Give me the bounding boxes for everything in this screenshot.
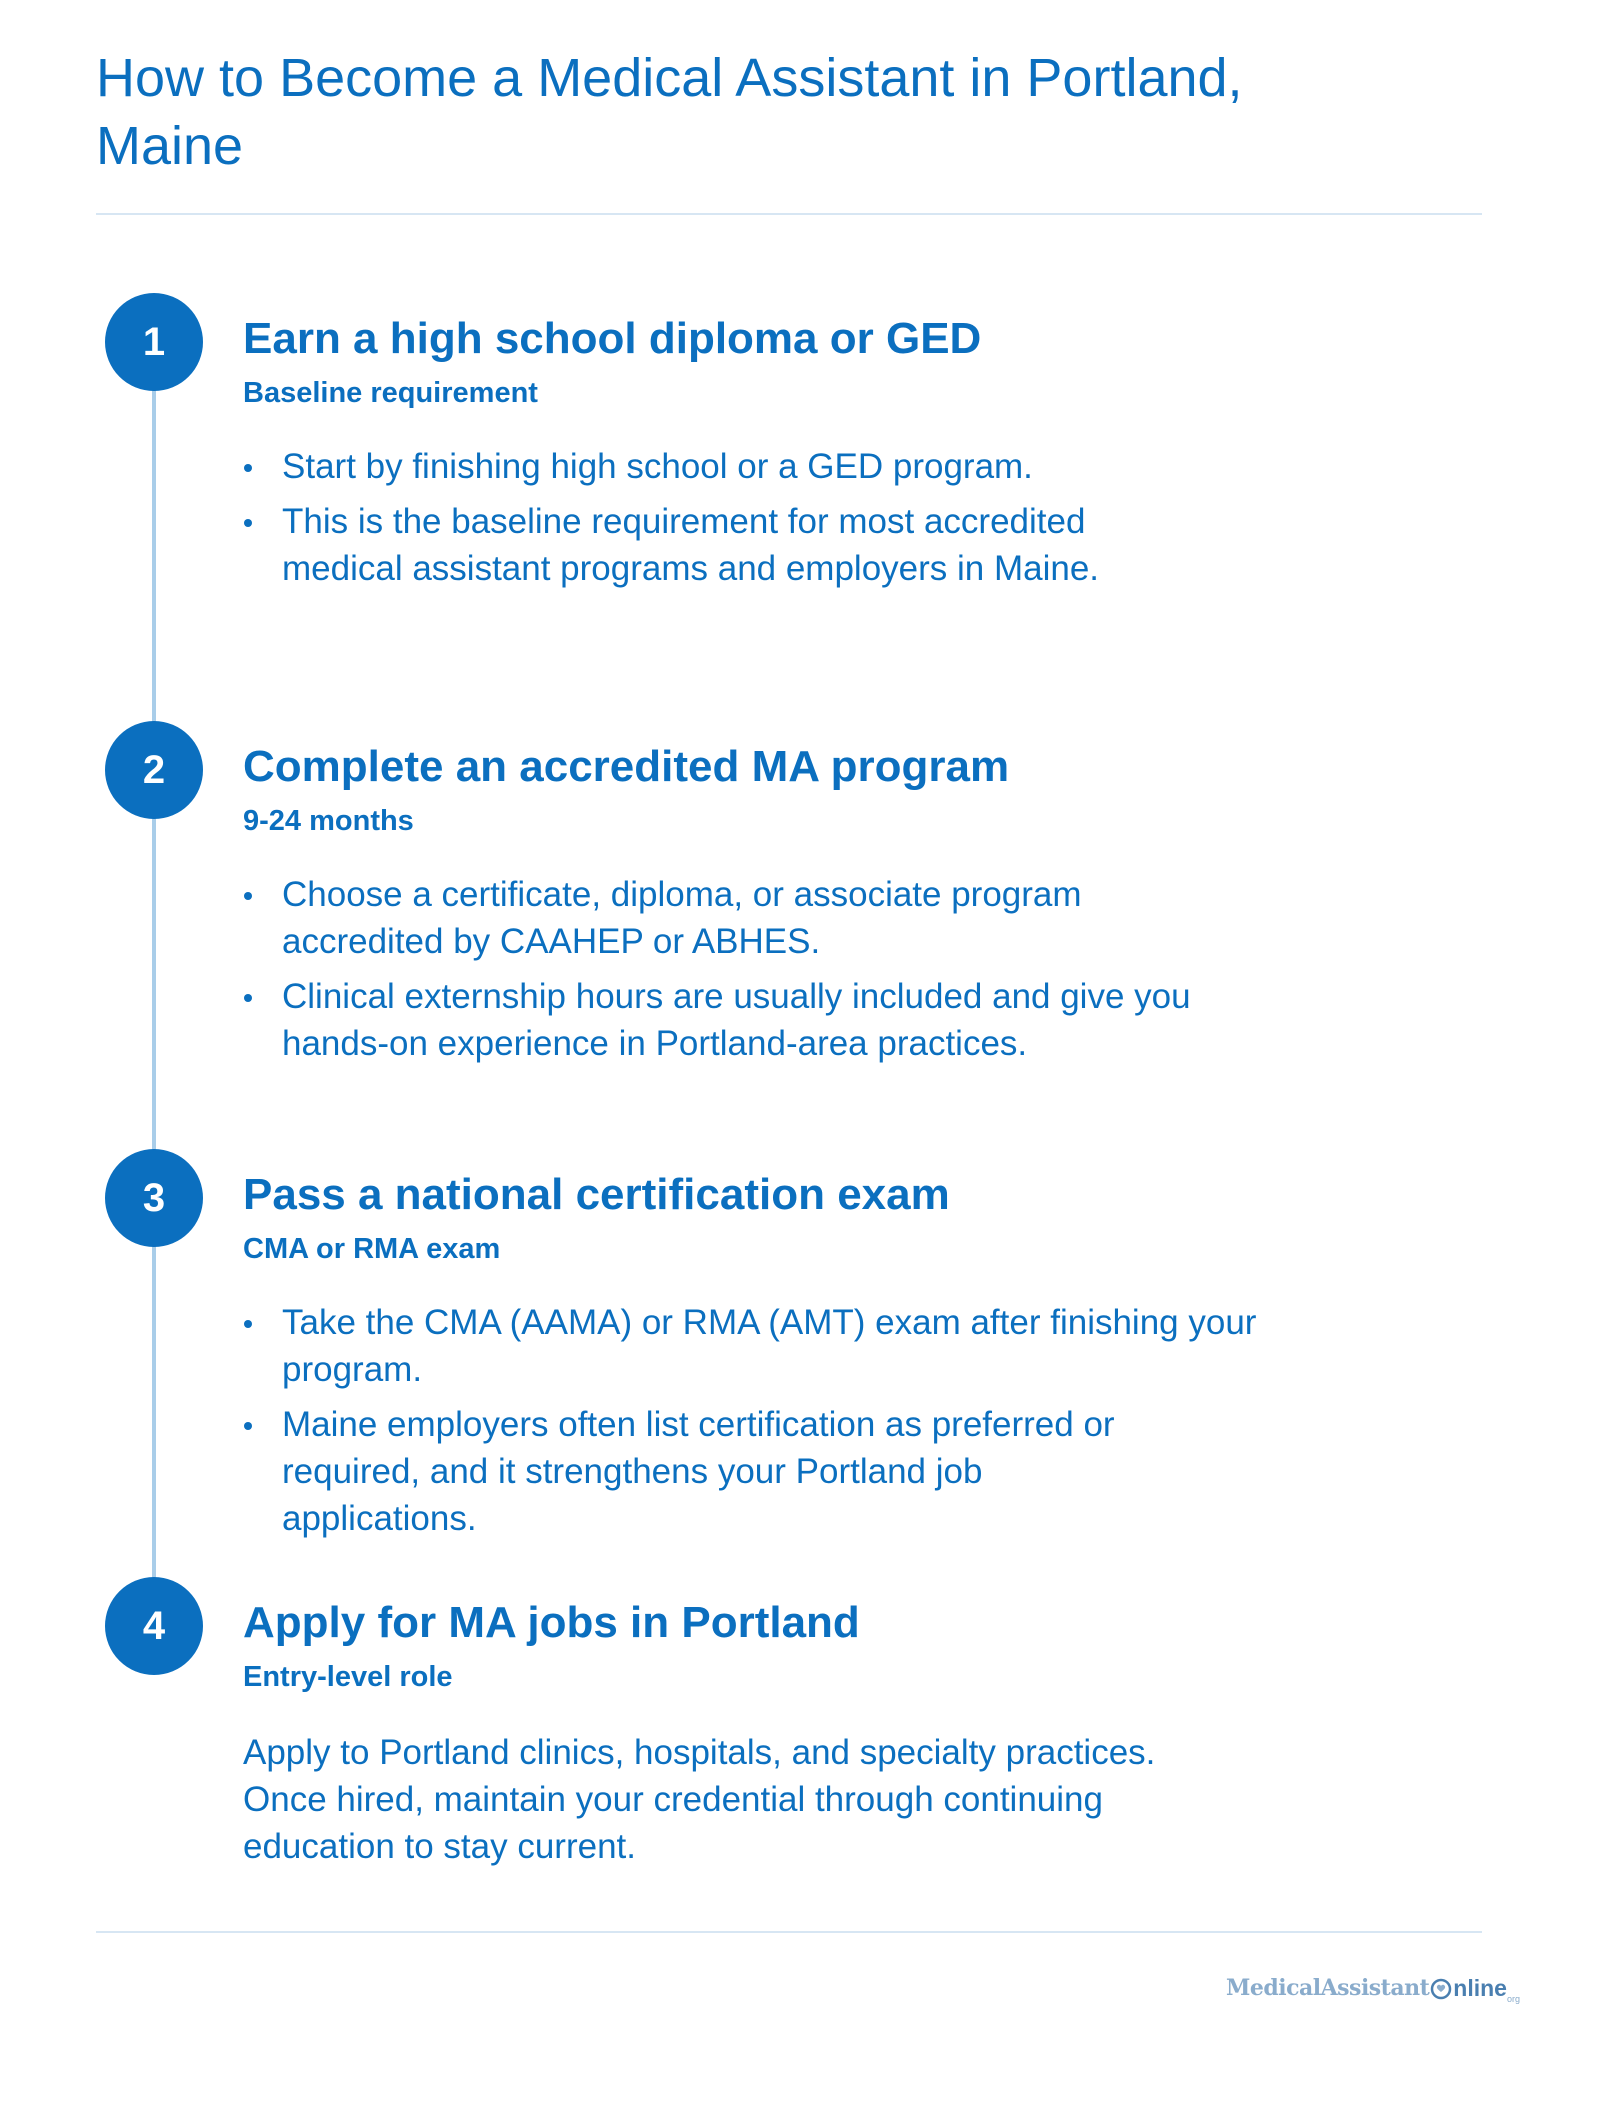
step-number-badge: 1 (105, 293, 203, 391)
step-subtitle: Entry-level role (243, 1661, 453, 1693)
step-title: Complete an accredited MA program (243, 742, 1010, 791)
list-item: Take the CMA (AAMA) or RMA (AMT) exam after finishing your program. (243, 1299, 1283, 1393)
page-title-line-2: Maine (96, 116, 244, 176)
logo-text-secondary: nline (1453, 1974, 1507, 2001)
list-item: Clinical externship hours are usually included and give you hands-on experience in Portland-area practices. (243, 973, 1203, 1067)
step-subtitle: 9-24 months (243, 805, 414, 837)
list-item: Choose a certificate, diploma, or associate program accredited by CAAHEP or ABHES. (243, 871, 1163, 965)
step-bullet-list (243, 1299, 1343, 1542)
step-number-badge: 3 (105, 1149, 203, 1247)
step-bullet-list (243, 443, 1343, 592)
step-body (243, 1597, 1343, 1870)
step-body (243, 741, 1343, 1075)
list-item: Maine employers often list certification as preferred or required, and it strengthens your Portland job applications. (243, 1401, 1163, 1542)
bottom-divider (96, 1931, 1482, 1933)
list-item: Start by finishing high school or a GED program. (243, 443, 1343, 490)
step-subtitle: CMA or RMA exam (243, 1233, 501, 1265)
list-item: This is the baseline requirement for most accredited medical assistant programs and employers in Maine. (243, 498, 1163, 592)
step-number-badge: 2 (105, 721, 203, 819)
step-subtitle: Baseline requirement (243, 377, 538, 409)
page-title-line-1: How to Become a Medical Assistant in Portland, (96, 48, 1243, 108)
logo-suffix: org (1506, 1994, 1520, 2004)
step-title: Earn a high school diploma or GED (243, 314, 982, 363)
step-number-badge: 4 (105, 1577, 203, 1675)
top-divider (96, 213, 1482, 215)
step-title: Pass a national certification exam (243, 1170, 950, 1219)
step-body (243, 1169, 1343, 1550)
step-bullet-list (243, 871, 1343, 1067)
logo-text-primary: MedicalAssistant (1226, 1975, 1430, 2001)
page-title (96, 44, 1396, 180)
step-body (243, 313, 1343, 600)
step-paragraph: Apply to Portland clinics, hospitals, and specialty practices. Once hired, maintain your credential through continuing education to stay current. (243, 1733, 1156, 1866)
heart-o-icon (1430, 1976, 1452, 2000)
timeline-line (152, 340, 156, 1615)
step-title: Apply for MA jobs in Portland (243, 1598, 860, 1647)
site-logo (1226, 1968, 1520, 2008)
